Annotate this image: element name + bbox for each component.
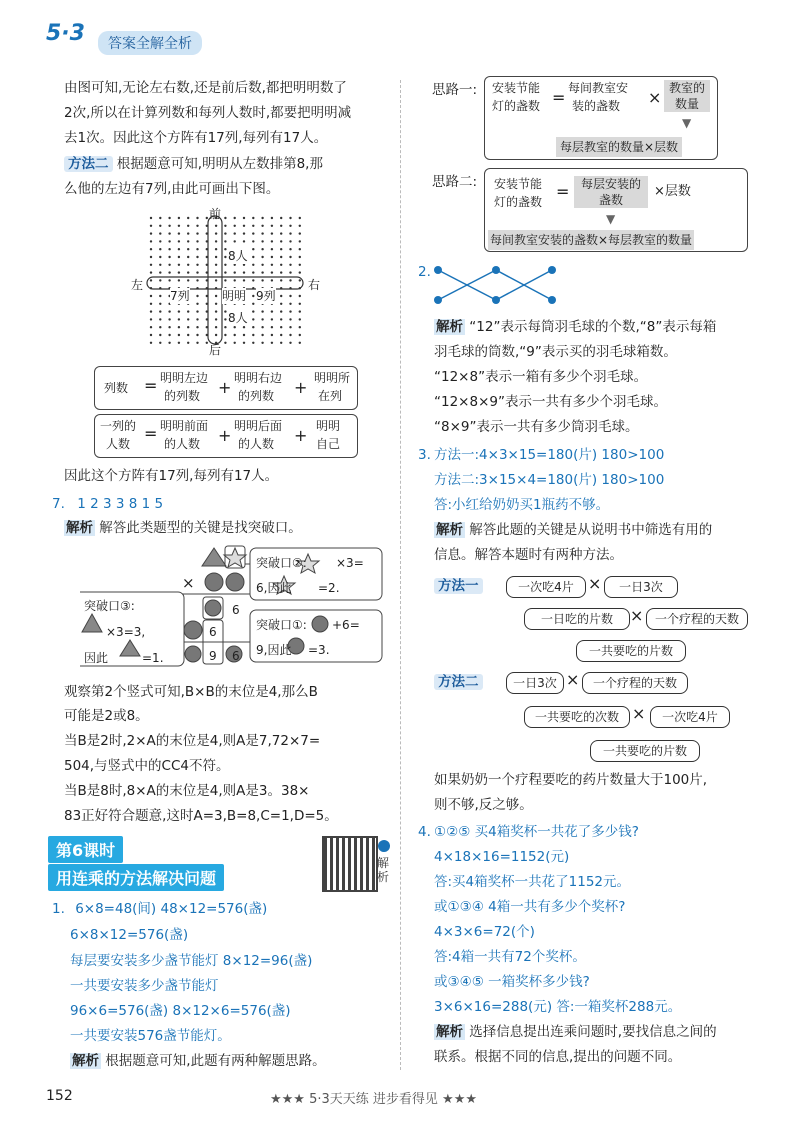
sl2-arrow: ▼ <box>606 212 616 226</box>
box1-a: 列数 <box>104 381 129 395</box>
lesson-title: 第6课时 <box>48 836 123 863</box>
q2-matching-svg <box>432 262 562 308</box>
page-number: 152 <box>46 1088 73 1104</box>
grid-up: 8人 <box>228 249 248 263</box>
left-p1-line1: 由图可知,无论左右数,还是前后数,都把明明数了 <box>64 80 347 96</box>
q7-jiexi-label: 解析 <box>66 520 93 536</box>
m1-row <box>434 576 483 596</box>
bp2-d: =2. <box>318 581 340 595</box>
vert-six1: 6 <box>232 603 240 617</box>
q4-line1: ①②⑤ 买4箱奖杯一共花了多少钱? <box>434 824 639 840</box>
qr-code[interactable] <box>322 836 378 892</box>
q4-line3: 答:买4箱奖杯一共花了1152元。 <box>434 874 630 890</box>
q1-jiexi-text: 根据题意可知,此题有两种解题思路。 <box>105 1053 326 1069</box>
m2-row <box>434 672 483 692</box>
q4-line5: 4×3×6=72(个) <box>434 924 535 940</box>
grid-l7: 7列 <box>170 289 190 303</box>
sl1-c1: 教室的 <box>664 80 710 96</box>
box1-plus1: + <box>218 378 232 397</box>
q4-num: 4. <box>418 824 431 840</box>
m1-e: 一共要吃的片数 <box>576 640 686 662</box>
sl1-a1: 安装节能 <box>492 81 541 95</box>
vert-six2: 6 <box>209 625 217 639</box>
q1-jiexi-label: 解析 <box>72 1053 99 1069</box>
sl1-b2: 装的盏数 <box>572 99 621 113</box>
box2-a1: 一列的 <box>100 419 137 433</box>
bp1-d: =3. <box>308 643 330 657</box>
p-after-line1: 如果奶奶一个疗程要吃的药片数量大于100片, <box>434 772 708 788</box>
vert-times: × <box>182 574 195 592</box>
left-p3-line4: 504,与竖式中的CC4不符。 <box>64 758 230 774</box>
q4-line6: 答:4箱一共有72个奖杯。 <box>434 949 586 965</box>
box2-eq: = <box>144 424 158 443</box>
q4-jiexi-line2: 联系。根据不同的信息,提出的问题不同。 <box>434 1049 682 1065</box>
sl2-a2: 灯的盏数 <box>494 195 543 209</box>
logo-icon <box>42 16 98 56</box>
box1-plus2: + <box>294 378 308 397</box>
sl2-c: ×层数 <box>654 184 691 199</box>
sl1-label: 思路一: <box>432 82 478 98</box>
box1-c2: 的列数 <box>238 389 275 403</box>
box2-c2: 的人数 <box>238 437 275 451</box>
left-p3-line6: 83正好符合题意,这时A=3,B=8,C=1,D=5。 <box>64 808 338 824</box>
grid-back: 后 <box>209 343 222 357</box>
box2-c1: 明明后面 <box>234 419 283 433</box>
box1-d1: 明明所 <box>314 371 351 385</box>
m2-times1: × <box>566 670 580 689</box>
grid-mm: 明明 <box>222 289 247 303</box>
qr-play-icon[interactable] <box>378 840 390 852</box>
svg-text:5·3: 5·3 <box>46 21 85 46</box>
left-p3-line2: 可能是2或8。 <box>64 708 149 724</box>
q2-num: 2. <box>418 264 431 280</box>
q4-line7: 或③④⑤ 一箱奖杯多少钱? <box>434 974 590 990</box>
box1-c1: 明明右边 <box>234 371 283 385</box>
method2-text2: 么他的左边有7列,由此可画出下图。 <box>64 181 280 197</box>
grid-left: 左 <box>131 278 144 292</box>
grid-right: 右 <box>308 278 321 292</box>
method2-tag: 方法二 <box>64 156 113 172</box>
q2-line2: 羽毛球的筒数,“9”表示买的羽毛球箱数。 <box>434 344 677 360</box>
column-divider <box>400 80 401 1070</box>
q2-line3: “12×8”表示一箱有多少个羽毛球。 <box>434 369 648 385</box>
box1-b1: 明明左边 <box>160 371 209 385</box>
sl1-c2: 数量 <box>664 96 710 112</box>
bp1-c: 9,因此 <box>256 643 292 657</box>
box2-d2: 自己 <box>316 437 341 451</box>
q1-row1 <box>52 899 267 919</box>
box2-d1: 明明 <box>316 419 341 433</box>
m1-c: 一日吃的片数 <box>524 608 630 630</box>
q2-line1: “12”表示每筒羽毛球的个数,“8”表示每箱 <box>469 319 717 335</box>
lesson-subtitle: 用连乘的方法解决问题 <box>48 864 224 891</box>
m2-c: 一共要吃的次数 <box>524 706 630 728</box>
q4-line8: 3×6×16=288(元) 答:一箱奖杯288元。 <box>434 999 682 1015</box>
sl1-bottom: 每层教室的数量×层数 <box>556 137 682 157</box>
q3-line1: 方法一:4×3×15=180(片) 180>100 <box>434 447 665 463</box>
q1-num: 1. <box>52 901 65 917</box>
q3-jiexi-label: 解析 <box>436 522 463 538</box>
q4-jiexi-line1: 选择信息提出连乘问题时,要找信息之间的 <box>469 1024 717 1040</box>
method2-text: 根据题意可知,明明从左数排第8,那 <box>116 156 323 172</box>
sl2-b1: 每层安装的 <box>574 176 648 192</box>
qr-label: 解析 <box>377 856 390 884</box>
m1-tag: 方法一 <box>434 578 483 594</box>
sl2-a1: 安装节能 <box>494 177 543 191</box>
q2-matching <box>432 262 562 308</box>
box1-d2: 在列 <box>318 389 343 403</box>
q2-jiexi-row <box>434 317 716 337</box>
q3-line3: 答:小红给奶奶买1瓶药不够。 <box>434 497 610 513</box>
header-label: 答案全解全析 <box>98 31 202 55</box>
m2-d: 一次吃4片 <box>650 706 730 728</box>
box2-plus1: + <box>218 426 232 445</box>
q7-jiexi-row <box>64 518 302 538</box>
q1-line3: 每层要安装多少盏节能灯 8×12=96(盏) <box>70 953 313 969</box>
sl1-times: × <box>648 88 662 107</box>
bp1-a: 突破口①: <box>256 618 307 632</box>
q7-num: 7. <box>52 496 65 512</box>
q3-jiexi-line2: 信息。解答本题时有两种方法。 <box>434 547 623 563</box>
grid-r9: 9列 <box>256 289 276 303</box>
q3-jiexi-row <box>434 520 712 540</box>
left-p2: 因此这个方阵有17列,每列有17人。 <box>64 468 279 484</box>
q1-line2: 6×8×12=576(盏) <box>70 927 189 943</box>
m2-times2: × <box>632 704 646 723</box>
q3-num: 3. <box>418 447 431 463</box>
m2-a: 一日3次 <box>506 672 564 694</box>
logo <box>42 16 98 56</box>
q2-line4: “12×8×9”表示一共有多少个羽毛球。 <box>434 394 667 410</box>
q4-line4: 或①③④ 4箱一共有多少个奖杯? <box>434 899 626 915</box>
dot-grid-diagram <box>125 206 325 356</box>
bp2-c: 6,因此 <box>256 581 292 595</box>
q2-line5: “8×9”表示一共有多少筒羽毛球。 <box>434 419 639 435</box>
left-p1-line3: 去1次。因此这个方阵有17列,每列有17人。 <box>64 130 328 146</box>
left-p3-line3: 当B是2时,2×A的末位是4,则A是7,72×7= <box>64 733 321 749</box>
grid-front: 前 <box>209 207 222 221</box>
m1-a: 一次吃4片 <box>506 576 586 598</box>
sl2-label: 思路二: <box>432 174 478 190</box>
q7-row <box>52 494 163 514</box>
bp3-a: 突破口③: <box>84 599 135 613</box>
bp3-b: ×3=3, <box>106 625 146 639</box>
bp1-b: +6= <box>332 618 360 632</box>
sl2-b2: 盏数 <box>574 192 648 208</box>
q1-line1: 6×8=48(间) 48×12=576(盏) <box>75 901 268 917</box>
sl2-bottom: 每间教室安装的盏数×每层教室的数量 <box>488 230 694 250</box>
box2-plus2: + <box>294 426 308 445</box>
m1-b: 一日3次 <box>604 576 678 598</box>
vert-six3: 6 <box>232 649 240 663</box>
box2-b1: 明明前面 <box>160 419 209 433</box>
sl2-eq: = <box>556 182 570 201</box>
bp2-b: ×3= <box>336 556 364 570</box>
m2-b: 一个疗程的天数 <box>582 672 688 694</box>
left-p1-line2: 2次,所以在计算列数和每列人数时,都要把明明减 <box>64 105 352 121</box>
q3-line2: 方法二:3×15×4=180(片) 180>100 <box>434 472 665 488</box>
bp2-a: 突破口②: <box>256 556 307 570</box>
q1-line4: 一共要安装多少盏节能灯 <box>70 978 219 994</box>
m1-times2: × <box>630 606 644 625</box>
box1-eq: = <box>144 376 158 395</box>
vert-nine: 9 <box>209 649 217 663</box>
footer-slogan: ★★★ 5·3天天练 进步看得见 ★★★ <box>270 1092 477 1107</box>
p-after-line2: 则不够,反之够。 <box>434 797 533 813</box>
m2-tag: 方法二 <box>434 674 483 690</box>
q7-jiexi-text: 解答此类题型的关键是找突破口。 <box>99 520 302 536</box>
m2-e: 一共要吃的片数 <box>590 740 700 762</box>
grid-down: 8人 <box>228 311 248 325</box>
left-p3-line5: 当B是8时,8×A的末位是4,则A是3。38× <box>64 783 310 799</box>
q4-jiexi-row <box>434 1022 717 1042</box>
m1-d: 一个疗程的天数 <box>646 608 748 630</box>
m1-times1: × <box>588 574 602 593</box>
bp3-c: 因此 <box>84 651 109 665</box>
q1-jiexi-row <box>70 1051 326 1071</box>
left-p3-line1: 观察第2个竖式可知,B×B的末位是4,那么B <box>64 684 318 700</box>
q1-line6: 一共要安装576盏节能灯。 <box>70 1028 231 1044</box>
box2-a2: 人数 <box>106 437 131 451</box>
q7-answer: 1 2 3 3 8 1 5 <box>77 496 164 512</box>
q4-line2: 4×18×16=1152(元) <box>434 849 570 865</box>
q4-jiexi-label: 解析 <box>436 1024 463 1040</box>
sl1-arrow: ▼ <box>682 116 692 130</box>
box1-b2: 的列数 <box>164 389 201 403</box>
method2-row <box>64 154 323 174</box>
q1-line5: 96×6=576(盏) 8×12×6=576(盏) <box>70 1003 291 1019</box>
sl1-b1: 每间教室安 <box>568 81 629 95</box>
sl1-eq: = <box>552 88 566 107</box>
dot-grid-svg <box>125 206 325 356</box>
bp3-d: =1. <box>142 651 164 665</box>
q2-jiexi-label: 解析 <box>436 319 463 335</box>
box2-b2: 的人数 <box>164 437 201 451</box>
sl1-a2: 灯的盏数 <box>492 99 541 113</box>
q3-jiexi-line1: 解答此题的关键是从说明书中筛选有用的 <box>469 522 713 538</box>
